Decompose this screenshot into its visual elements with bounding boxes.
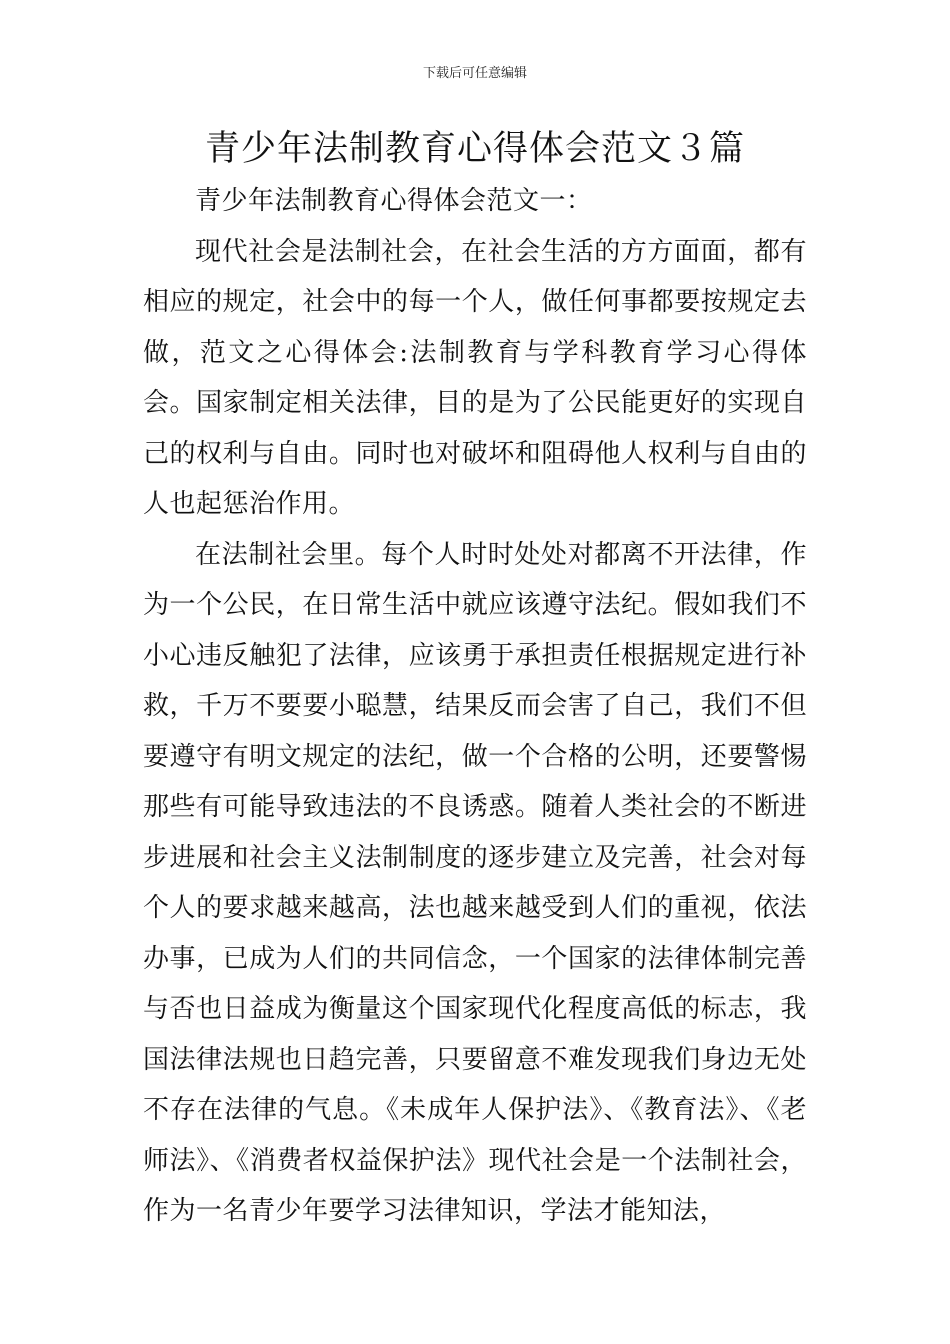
- body-paragraph-2: 在法制社会里。每个人时时处处对都离不开法律，作为一个公民，在日常生活中就应该遵守法纪。假如我们不小心违反触犯了法律，应该勇于承担责任根据规定进行补救，千万不要要小聪慧，结果反而会害了自己，我们不但要遵守有明文规定的法纪，做一个合格的公明，还要警惕那些有可能导致违法的不良诱惑。随着人类社会的不断进步进展和社会主义法制制度的逐步建立及完善，社会对每个人的要求越来越高，法也越来越受到人们的重视，依法办事，已成为人们的共同信念，一个国家的法律体制完善与否也日益成为衡量这个国家现代化程度高低的标志，我国法律法规也日趋完善，只要留意不难发现我们身边无处不存在法律的气息。《未成年人保护法》、《教育法》、《老师法》、《消费者权益保护法》现代社会是一个法制社会，作为一名青少年要学习法律知识，学法才能知法，: [143, 539, 807, 1226]
- body-paragraph-1: 现代社会是法制社会，在社会生活的方方面面，都有相应的规定，社会中的每一个人，做任何事都要按规定去做，范文之心得体会:法制教育与学科教育学习心得体会。国家制定相关法律，目的是为了公民能更好的实现自己的权利与自由。同时也对破坏和阻碍他人权利与自由的人也起惩治作用。: [143, 236, 807, 519]
- document-title: 青少年法制教育心得体会范文３篇: [204, 129, 745, 169]
- page-header-note: 下载后可任意编辑: [422, 66, 527, 81]
- section-heading: 青少年法制教育心得体会范文一：: [195, 186, 593, 216]
- document-body: [143, 176, 807, 1237]
